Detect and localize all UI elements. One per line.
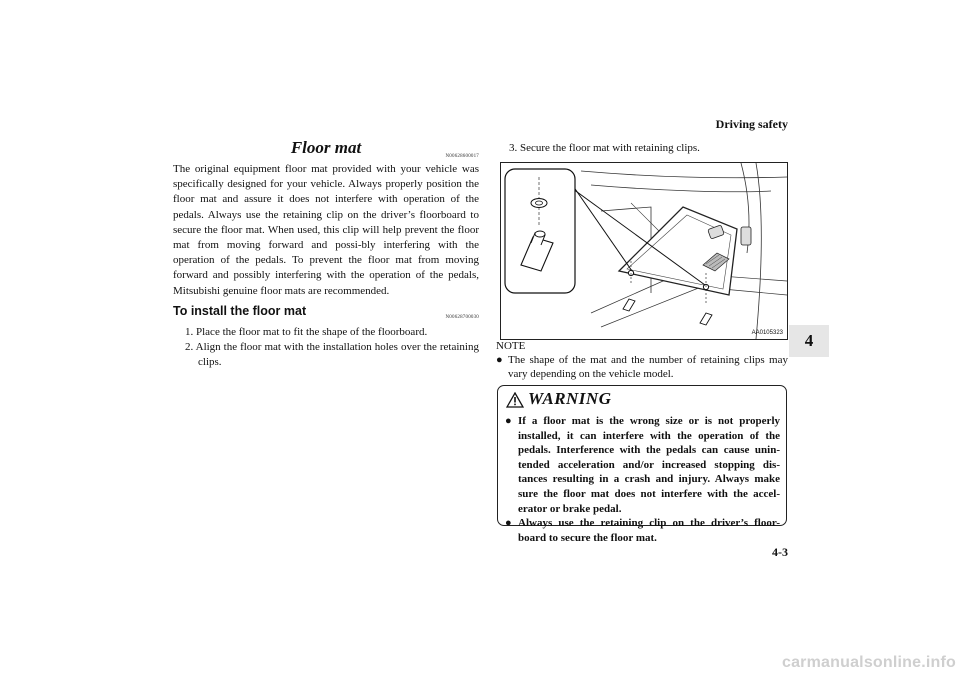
section-header: Driving safety [715,117,788,131]
floor-mat-diagram [501,163,787,339]
section-title: Floor mat [290,138,362,157]
left-column [173,130,479,370]
step-item: 3. Secure the floor mat with retaining clips. [509,142,700,154]
warning-item [505,414,780,516]
warning-triangle-icon [506,392,524,408]
warning-text: If a floor mat is the wrong size or is not properly installed, it can interfere with the operation of the pedals. Interference with the pedals can cause unin-tended acceleration and/or increased stopping dis-tances resulting in a crash and injury. Always make sure the floor mat does not interfere with the accel-erator or brake pedal. [518,415,780,515]
step-item: 1. Place the floor mat to fit the shape of the floorboard. [185,325,428,338]
warning-box [497,385,787,544]
warning-text: Always use the retaining clip on the driver’s floor-board to secure the floor mat. [518,517,780,544]
install-subheading: To install the floor mat [173,303,307,318]
bullet-icon: ● [505,415,512,427]
page-number: 4-3 [772,545,788,559]
note-item [496,353,788,381]
bullet-icon: ● [496,354,503,366]
chapter-tab[interactable]: 4 [789,325,829,357]
floor-mat-illustration [500,162,788,340]
note-block [496,340,788,381]
right-column [496,130,788,156]
warning-header [506,391,706,413]
intro-paragraph: The original equipment floor mat provided with your vehicle was specifically designed for your vehicle. Always properly position the floor mat and assure it does not interfere with operation of the pedals. Always use the retaining clip on the driver’s floorboard to secure the floor mat. When used, this clip will help prevent the floor mat from moving forward and possi-bly interfering with the operation of the pedals. To prevent the floor mat from moving forward and possibly interfering with the operation of the pedals, Mitsubishi genuine floor mats are recommended. [173,163,479,297]
warning-title: WARNING [528,389,612,408]
watermark: carmanualsonline.info [781,654,956,671]
warning-list [505,414,780,545]
note-label: NOTE [496,340,526,352]
note-text: The shape of the mat and the number of retaining clips may vary depending on the vehicle model. [508,354,788,380]
warning-item [505,516,780,545]
title-code: N00628600017 [445,154,479,159]
install-steps [185,325,479,371]
subhead-code: N00628700030 [445,314,479,320]
bullet-icon: ● [505,517,512,530]
step-item: 2. Align the floor mat with the installation holes over the retaining clips. [185,341,479,369]
figure-id: AA0105323 [751,330,783,336]
